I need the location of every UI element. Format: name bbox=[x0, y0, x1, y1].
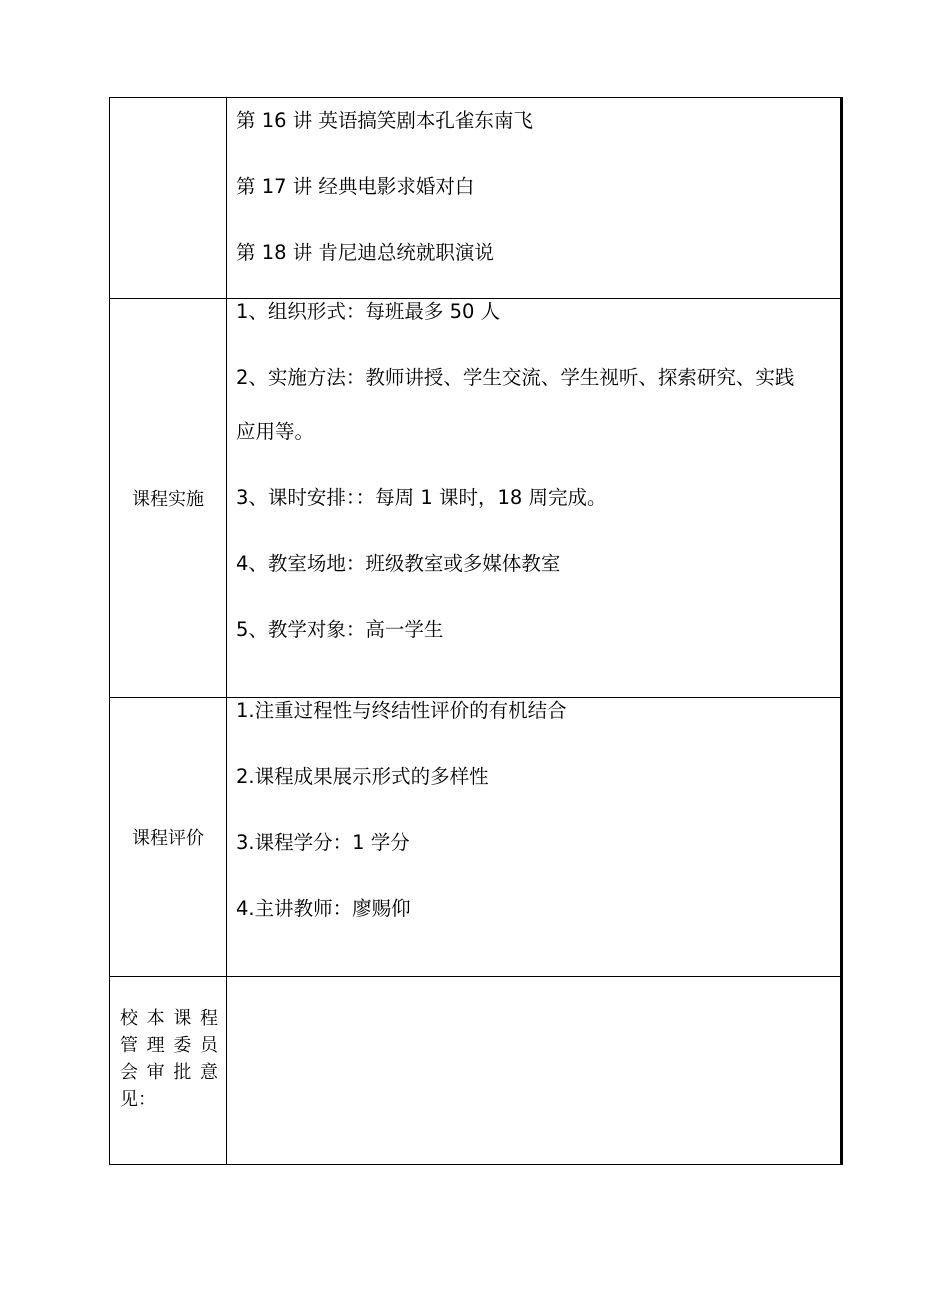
approval-label-line-1: 校 本 课 程 bbox=[120, 1008, 218, 1029]
evaluation-item-2: 2.课程成果展示形式的多样性 bbox=[236, 765, 489, 788]
row-label-approval bbox=[110, 977, 227, 1165]
row-label-implementation: 课程实施 bbox=[110, 299, 227, 698]
table-row-lectures bbox=[110, 98, 842, 299]
course-table bbox=[109, 97, 843, 1165]
implementation-item-3: 3、课时安排：：每周 1 课时，18 周完成。 bbox=[236, 486, 607, 509]
lectures-cell bbox=[227, 98, 842, 299]
implementation-item-2-line-2: 应用等。 bbox=[236, 420, 315, 443]
implementation-item-5: 5、教学对象：高一学生 bbox=[236, 618, 444, 641]
evaluation-cell bbox=[227, 698, 842, 977]
lecture-16: 第 16 讲 英语搞笑剧本孔雀东南飞 bbox=[236, 109, 533, 132]
implementation-item-2 bbox=[227, 365, 840, 445]
approval-label-line-4: 见： bbox=[120, 1089, 156, 1110]
implementation-cell bbox=[227, 299, 842, 698]
approval-label-line-3: 会 审 批 意 bbox=[120, 1062, 218, 1083]
row-label-empty bbox=[110, 98, 227, 299]
approval-label-line-2: 管 理 委 员 bbox=[120, 1035, 218, 1056]
approval-opinion-cell bbox=[227, 977, 842, 1165]
implementation-item-1: 1、组织形式：每班最多 50 人 bbox=[236, 300, 501, 323]
implementation-item-2-line-1: 2、实施方法：教师讲授、学生交流、学生视听、探索研究、实践 bbox=[236, 366, 795, 389]
table-row-evaluation bbox=[110, 698, 842, 977]
implementation-item-4: 4、教室场地：班级教室或多媒体教室 bbox=[236, 552, 561, 575]
evaluation-item-1: 1.注重过程性与终结性评价的有机结合 bbox=[236, 699, 567, 722]
evaluation-item-4: 4.主讲教师：廖赐仰 bbox=[236, 897, 411, 920]
lecture-18: 第 18 讲 肯尼迪总统就职演说 bbox=[236, 241, 494, 264]
table-row-implementation bbox=[110, 299, 842, 698]
evaluation-item-3: 3.课程学分：1 学分 bbox=[236, 831, 410, 854]
table-row-approval bbox=[110, 977, 842, 1165]
lecture-17: 第 17 讲 经典电影求婚对白 bbox=[236, 175, 475, 198]
row-label-evaluation: 课程评价 bbox=[110, 698, 227, 977]
